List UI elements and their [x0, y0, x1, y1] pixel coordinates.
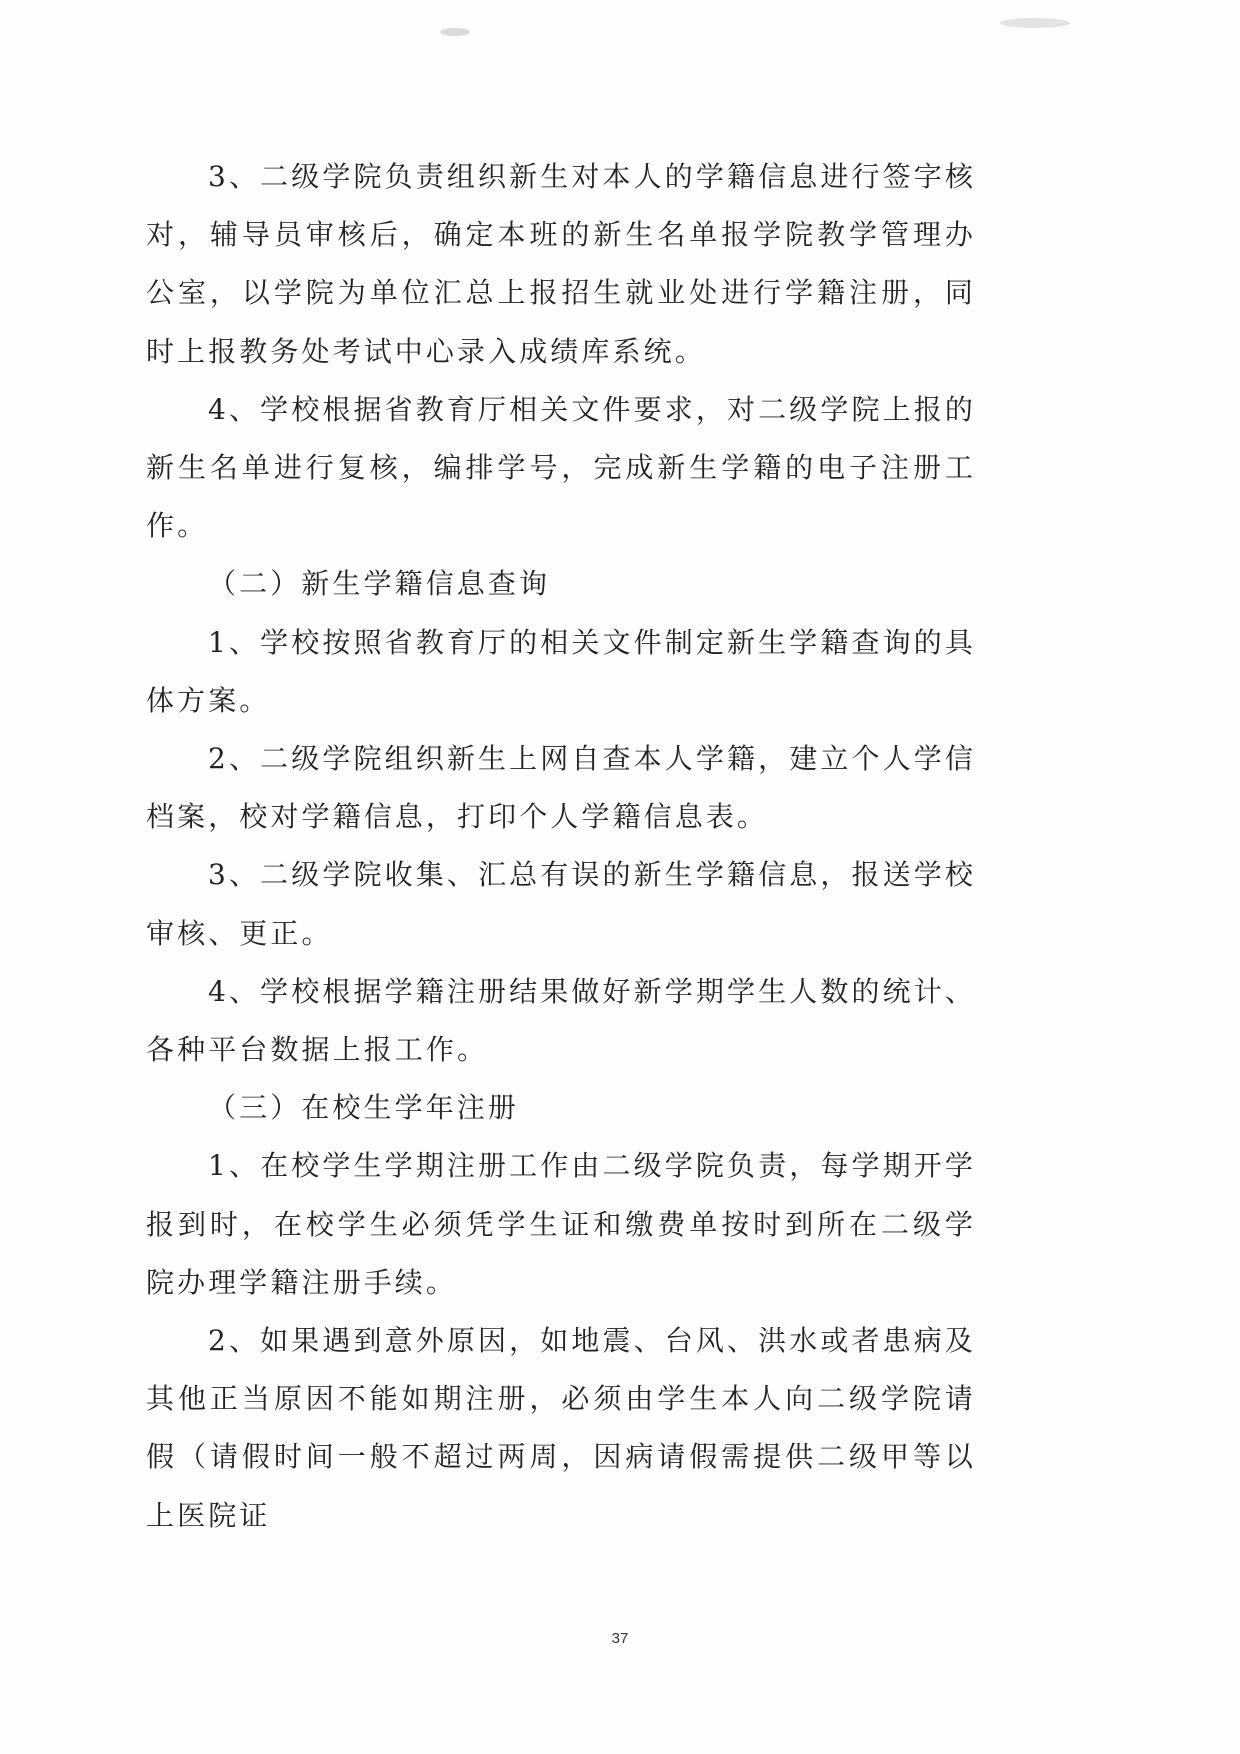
document-body [146, 148, 976, 1545]
scan-noise [1000, 18, 1070, 28]
paragraph-registration-2: 2、如果遇到意外原因，如地震、台风、洪水或者患病及其他正当原因不能如期注册，必须由学生本人向二级学院请假（请假时间一般不超过两周，因病请假需提供二级甲等以上医院证 [146, 1324, 976, 1532]
paragraph-registration-1: 1、在校学生学期注册工作由二级学院负责，每学期开学报到时，在校学生必须凭学生证和缴费单按时到所在二级学院办理学籍注册手续。 [146, 1149, 976, 1299]
scan-noise [440, 28, 470, 36]
section-heading-3: （三）在校生学年注册 [208, 1091, 520, 1125]
page-number: 37 [611, 1630, 629, 1647]
paragraph-3: 3、二级学院负责组织新生对本人的学籍信息进行签字核对，辅导员审核后，确定本班的新生名单报学院教学管理办公室，以学院为单位汇总上报招生就业处进行学籍注册，同时上报教务处考试中心录入成绩库系统。 [146, 160, 976, 368]
paragraph-query-2: 2、二级学院组织新生上网自查本人学籍，建立个人学信档案，校对学籍信息，打印个人学籍信息表。 [146, 742, 976, 834]
paragraph-4: 4、学校根据省教育厅相关文件要求，对二级学院上报的新生名单进行复核，编排学号，完成新生学籍的电子注册工作。 [146, 392, 976, 543]
paragraph-query-4: 4、学校根据学籍注册结果做好新学期学生人数的统计、各种平台数据上报工作。 [146, 974, 976, 1067]
section-heading-2: （二）新生学籍信息查询 [208, 567, 551, 601]
paragraph-query-3: 3、二级学院收集、汇总有误的新生学籍信息，报送学校审核、更正。 [146, 858, 976, 950]
paragraph-query-1: 1、学校按照省教育厅的相关文件制定新生学籍查询的具体方案。 [146, 625, 976, 717]
